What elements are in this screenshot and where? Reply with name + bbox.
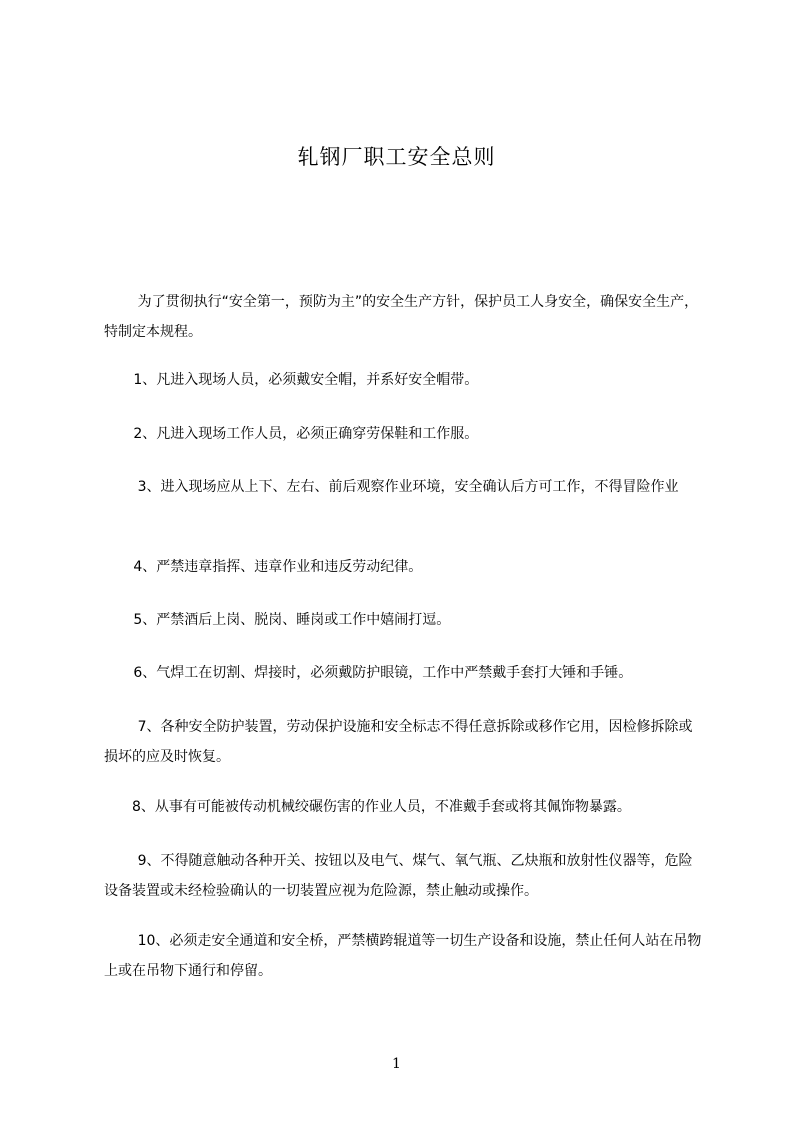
page-title: 轧钢厂职工安全总则	[297, 145, 496, 169]
rule-item-10: 10、必须走安全通道和安全桥，严禁横跨辊道等一切生产设备和设施，禁止任何人站在吊物上或在吊物下通行和停留。	[104, 933, 702, 979]
rule-item-9: 9、不得随意触动各种开关、按钮以及电气、煤气、氧气瓶、乙炔瓶和放射性仪器等，危险设备装置或未经检验确认的一切装置应视为危险源，禁止触动或操作。	[104, 853, 693, 899]
rule-item-4: 4、严禁违章指挥、违章作业和违反劳动纪律。	[133, 559, 423, 575]
rule-item-5: 5、严禁酒后上岗、脱岗、睡岗或工作中嬉闹打逗。	[133, 612, 451, 628]
rule-item-2: 2、凡进入现场工作人员，必须正确穿劳保鞋和工作服。	[133, 426, 479, 442]
intro-paragraph: 为了贯彻执行“安全第一，预防为主”的安全生产方针，保护员工人身安全，确保安全生产，特制定本规程。	[104, 294, 699, 340]
page-number: 1	[392, 1056, 401, 1072]
rule-item-3: 3、进入现场应从上下、左右、前后观察作业环境，安全确认后方可工作，不得冒险作业	[137, 479, 679, 495]
rule-item-8: 8、从事有可能被传动机械绞碾伤害的作业人员，不准戴手套或将其佩饰物暴露。	[132, 799, 631, 815]
rule-item-6: 6、气焊工在切割、焊接时，必须戴防护眼镜，工作中严禁戴手套打大锤和手锤。	[133, 665, 633, 681]
rule-item-1: 1、凡进入现场人员，必须戴安全帽，并系好安全帽带。	[133, 372, 479, 388]
rule-item-7: 7、各种安全防护装置，劳动保护设施和安全标志不得任意拆除或移作它用，因检修拆除或损坏的应及时恢复。	[104, 719, 693, 765]
